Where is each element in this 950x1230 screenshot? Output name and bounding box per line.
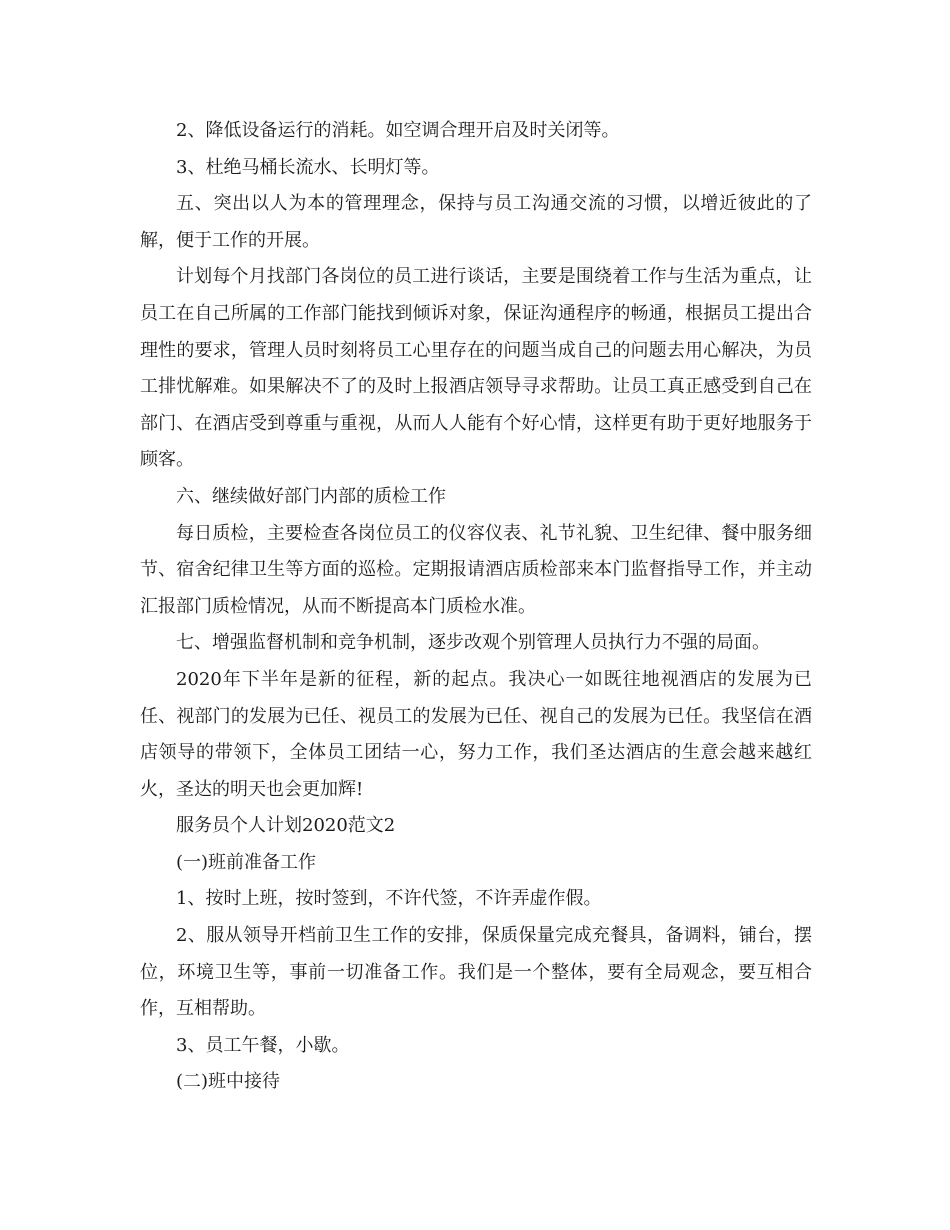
paragraph-4: 计划每个月找部门各岗位的员工进行谈话，主要是围绕着工作与生活为重点，让员工在自己所属的工作部门能找到倾诉对象，保证沟通程序的畅通，根据员工提出合理性的要求，管理人员时刻将员工心里存在的问题当成自己的问题去用心解决，为员工排忧解难。如果解决不了的及时上报酒店领导寻求帮助。让员工真正感受到自己在部门、在酒店受到尊重与重视，从而人人能有个好心情，这样更有助于更好地服务于顾客。 [140, 266, 812, 471]
subheading-pre-shift: (一)班前准备工作 [176, 851, 317, 873]
paragraph-6: 每日质检，主要检查各岗位员工的仪容仪表、礼节礼貌、卫生纪律、餐中服务细节、宿舍纪律卫生等方面的巡检。定期报请酒店质检部来本门监督指导工作，并主动汇报部门质检情况，从而不断提高本门质检水准。 [140, 522, 812, 617]
paragraph-1: 2、降低设备运行的消耗。如空调合理开启及时关闭等。 [176, 120, 620, 141]
subheading-in-shift: (二)班中接待 [176, 1071, 281, 1093]
paragraph-5: 六、继续做好部门内部的质检工作 [176, 485, 446, 507]
paragraph-11: 1、按时上班，按时签到，不许代签，不许弄虚作假。 [176, 888, 602, 910]
paragraph-13: 3、员工午餐，小歇。 [176, 1034, 350, 1056]
paragraph-3: 五、突出以人为本的管理理念，保持与员工沟通交流的习惯，以增近彼此的了解，便于工作的开展。 [140, 193, 812, 251]
document-body [140, 113, 812, 1101]
paragraph-8: 2020年下半年是新的征程，新的起点。我决心一如既往地视酒店的发展为已任、视部门的发展为已任、视员工的发展为已任、视自己的发展为已任。我坚信在酒店领导的带领下，全体员工团结一心，努力工作，我们圣达酒店的生意会越来越红火，圣达的明天也会更加辉! [140, 668, 812, 800]
paragraph-7: 七、增强监督机制和竞争机制，逐步改观个别管理人员执行力不强的局面。 [176, 632, 770, 654]
paragraph-2: 3、杜绝马桶长流水、长明灯等。 [176, 156, 440, 178]
paragraph-12: 2、服从领导开档前卫生工作的安排，保质保量完成充餐具，备调料，铺台，摆位，环境卫生等，事前一切准备工作。我们是一个整体，要有全局观念，要互相合作，互相帮助。 [140, 925, 812, 1020]
section-heading-sample-2: 服务员个人计划2020范文2 [176, 815, 396, 837]
